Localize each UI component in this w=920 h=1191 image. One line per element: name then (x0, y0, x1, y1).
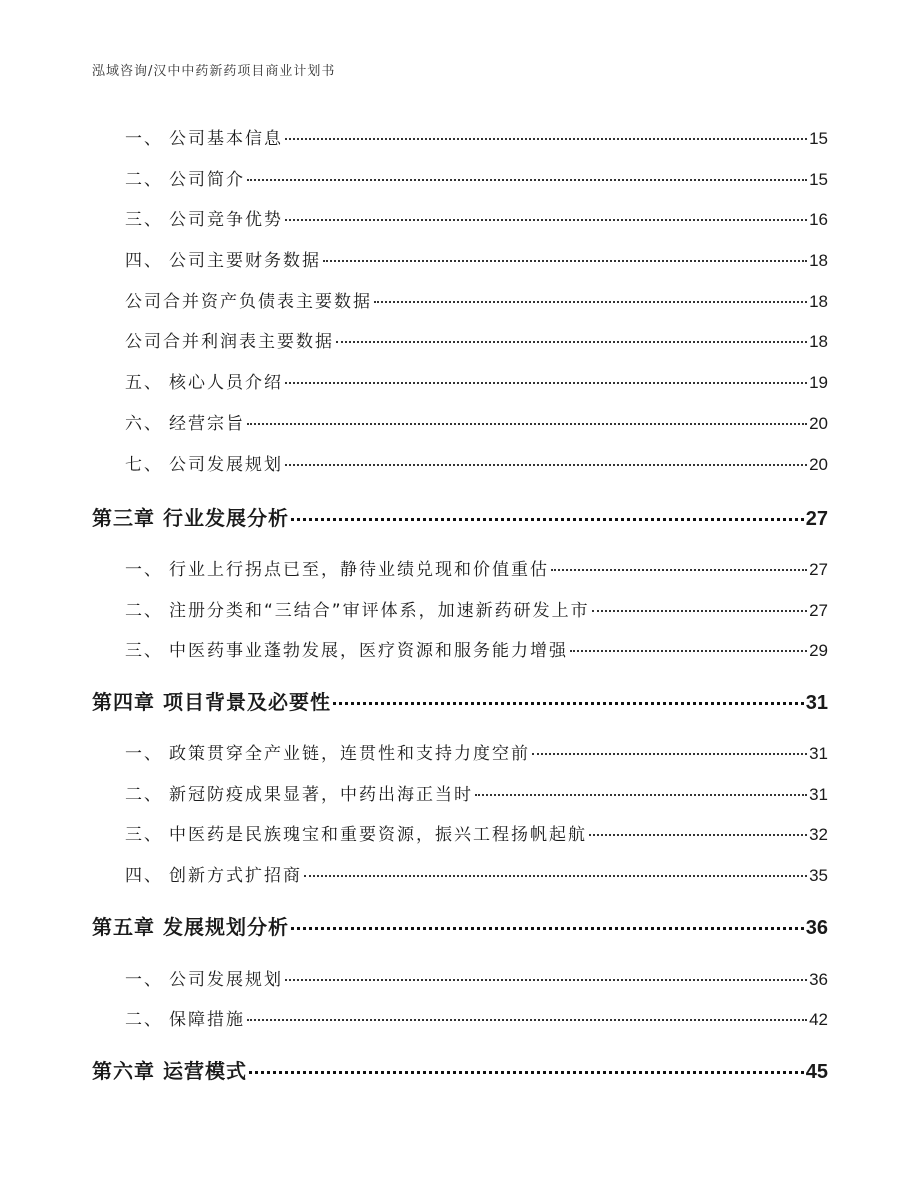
toc-entry-number: 三、 (125, 641, 163, 661)
toc-entry-page: 15 (809, 170, 828, 189)
toc-entry[interactable] (125, 861, 828, 886)
toc-entry-number: 二、 (125, 170, 163, 190)
toc-entry-title: 保障措施 (169, 1010, 245, 1030)
toc-entry-page: 18 (809, 292, 828, 311)
toc-entry-title: 公司竞争优势 (169, 210, 283, 230)
dot-leader (589, 834, 807, 836)
dot-leader (285, 382, 807, 384)
toc-chapter[interactable] (92, 686, 828, 715)
toc-entry-title: 注册分类和“三结合”审评体系，加速新药研发上市 (169, 601, 590, 621)
toc-entry-page: 20 (809, 414, 828, 433)
dot-leader (323, 260, 807, 262)
dot-leader (475, 794, 807, 796)
toc-entry-title: 中医药事业蓬勃发展，医疗资源和服务能力增强 (169, 641, 568, 661)
toc-entry-page: 32 (809, 825, 828, 844)
dot-leader (247, 1019, 807, 1021)
toc-entry[interactable] (125, 596, 828, 621)
toc-entry-page: 27 (809, 560, 828, 579)
toc-entry-page: 31 (809, 744, 828, 763)
toc-entry-number: 三、 (125, 825, 163, 845)
toc-chapter-page: 36 (805, 917, 828, 939)
toc-entry-number: 五、 (125, 373, 163, 393)
dot-leader (285, 979, 807, 981)
toc-entry-number: 一、 (125, 560, 163, 580)
toc-entry-title: 公司主要财务数据 (169, 251, 321, 271)
toc-entry[interactable] (125, 124, 828, 149)
toc-entry-page: 16 (809, 210, 828, 229)
toc-entry-title: 政策贯穿全产业链，连贯性和支持力度空前 (169, 744, 530, 764)
dot-leader (336, 341, 807, 343)
running-header: 泓域咨询/汉中中药新药项目商业计划书 (92, 64, 336, 79)
toc-entry[interactable] (125, 1005, 828, 1030)
toc-entry-number: 一、 (125, 970, 163, 990)
dot-leader (551, 569, 807, 571)
dot-leader (285, 464, 807, 466)
toc-entry-page: 15 (809, 129, 828, 148)
toc-entry-number: 七、 (125, 455, 163, 475)
toc-entry-number: 一、 (125, 129, 163, 149)
toc-entry-title: 创新方式扩招商 (169, 866, 302, 886)
toc-entry[interactable] (125, 555, 828, 580)
toc-entry-page: 19 (809, 373, 828, 392)
toc-entry-number: 二、 (125, 601, 163, 621)
toc-entry-number: 一、 (125, 744, 163, 764)
dot-leader (285, 138, 807, 140)
dot-leader (304, 875, 807, 877)
toc-entry[interactable] (125, 409, 828, 434)
dot-leader (570, 650, 807, 652)
toc-entry-page: 20 (809, 455, 828, 474)
toc-chapter-title: 第六章 运营模式 (92, 1059, 247, 1083)
toc-entry[interactable] (125, 820, 828, 845)
toc-entry-page: 36 (809, 970, 828, 989)
toc-entry-title: 公司简介 (169, 170, 245, 190)
toc-chapter[interactable] (92, 502, 828, 531)
toc-entry[interactable] (125, 287, 828, 312)
toc-entry-number: 四、 (125, 866, 163, 886)
toc-entry[interactable] (125, 965, 828, 990)
toc-chapter-title: 第三章 行业发展分析 (92, 506, 289, 530)
toc-entry-title: 经营宗旨 (169, 414, 245, 434)
toc-entry-title: 公司发展规划 (169, 970, 283, 990)
toc-entry-title: 行业上行拐点已至，静待业绩兑现和价值重估 (169, 560, 549, 580)
toc-chapter-page: 45 (805, 1061, 828, 1083)
toc-entry[interactable] (125, 450, 828, 475)
dot-leader (247, 179, 807, 181)
toc-entry[interactable] (125, 327, 828, 352)
dot-leader (249, 1071, 804, 1074)
dot-leader (532, 753, 807, 755)
toc-chapter-title: 第四章 项目背景及必要性 (92, 690, 331, 714)
toc-entry-page: 29 (809, 641, 828, 660)
toc-entry-number: 二、 (125, 1010, 163, 1030)
toc-chapter-page: 27 (805, 508, 828, 530)
toc-entry-page: 35 (809, 866, 828, 885)
toc-entry-title: 核心人员介绍 (169, 373, 283, 393)
toc-chapter[interactable] (92, 911, 828, 940)
toc-entry-number: 四、 (125, 251, 163, 271)
dot-leader (247, 423, 807, 425)
toc-entry-page: 27 (809, 601, 828, 620)
toc-entry-title: 公司发展规划 (169, 455, 283, 475)
toc-entry-title: 新冠防疫成果显著，中药出海正当时 (169, 785, 473, 805)
toc-entry-page: 42 (809, 1010, 828, 1029)
dot-leader (291, 518, 804, 521)
toc-entry-title: 公司基本信息 (169, 129, 283, 149)
toc-entry[interactable] (125, 368, 828, 393)
toc-entry-number: 三、 (125, 210, 163, 230)
toc-entry[interactable] (125, 739, 828, 764)
dot-leader (374, 301, 807, 303)
toc-entry[interactable] (125, 165, 828, 190)
toc-entry[interactable] (125, 636, 828, 661)
dot-leader (291, 927, 804, 930)
toc-entry-title: 公司合并资产负债表主要数据 (125, 292, 372, 312)
toc-chapter[interactable] (92, 1055, 828, 1084)
toc-chapter-page: 31 (805, 692, 828, 714)
toc-entry[interactable] (125, 780, 828, 805)
toc-entry-title: 中医药是民族瑰宝和重要资源，振兴工程扬帆起航 (169, 825, 587, 845)
dot-leader (333, 702, 804, 705)
toc-entry-page: 31 (809, 785, 828, 804)
toc-entry-number: 二、 (125, 785, 163, 805)
toc-entry[interactable] (125, 205, 828, 230)
dot-leader (592, 610, 807, 612)
toc-entry-number: 六、 (125, 414, 163, 434)
toc-chapter-title: 第五章 发展规划分析 (92, 915, 289, 939)
toc-entry-title: 公司合并利润表主要数据 (125, 332, 334, 352)
toc-entry-page: 18 (809, 332, 828, 351)
dot-leader (285, 219, 807, 221)
toc-entry-page: 18 (809, 251, 828, 270)
toc-entry[interactable] (125, 246, 828, 271)
